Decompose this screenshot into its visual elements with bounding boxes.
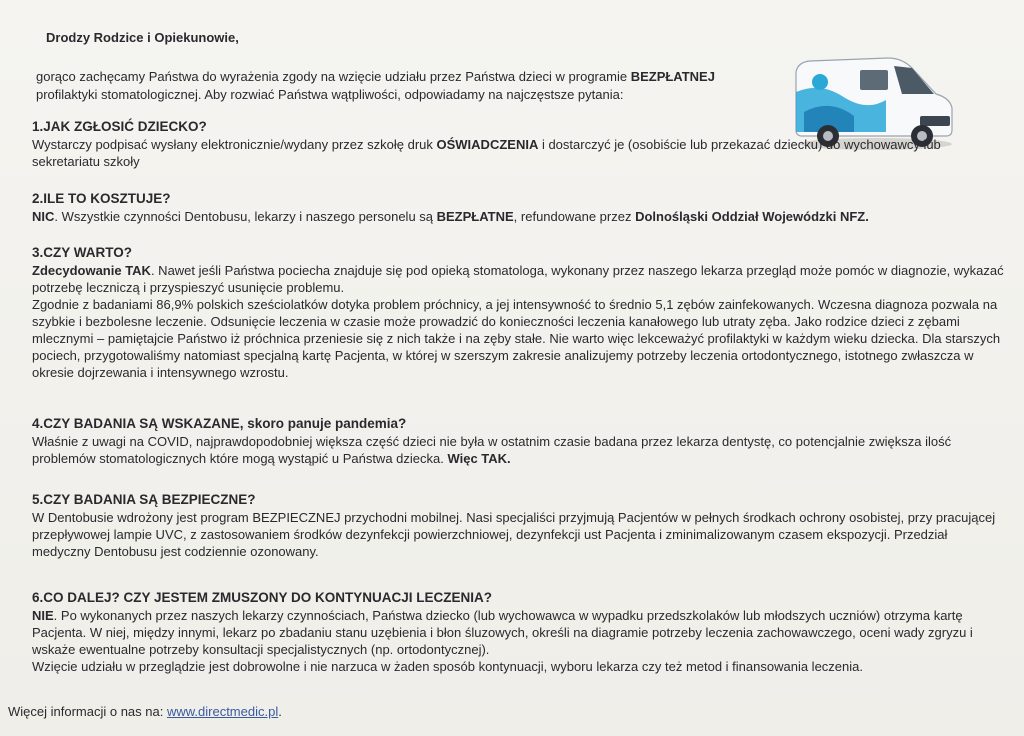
- greeting: Drodzy Rodzice i Opiekunowie,: [46, 30, 239, 45]
- section-2-body: [32, 208, 1007, 225]
- section-2-title: 2.ILE TO KOSZTUJE?: [32, 191, 171, 206]
- section-1-title: 1.JAK ZGŁOSIĆ DZIECKO?: [32, 119, 207, 134]
- s2-bold-3: Dolnośląski Oddział Wojewódzki NFZ.: [635, 209, 869, 224]
- footer: [8, 704, 282, 719]
- section-6-body-2: Wzięcie udziału w przeglądzie jest dobrowolne i nie narzuca w żaden sposób kontynuacji, wyboru lekarza czy też metod i finansowania leczenia.: [32, 659, 863, 674]
- section-6: [32, 589, 1007, 675]
- intro-paragraph: [36, 68, 776, 104]
- s3-bold: Zdecydowanie TAK: [32, 263, 151, 278]
- section-6-body-1: [32, 607, 1007, 658]
- s3-text-1: . Nawet jeśli Państwa pociecha znajduje się pod opieką stomatologa, wykonany przez naszego lekarza przegląd może pomóc w diagnozie, wykazać potrzebę leczniczą i przyspieszyć usunięcie problemu.: [32, 263, 1004, 295]
- s4-text: Właśnie z uwagi na COVID, najprawdopodobniej większa część dzieci nie była w ostatnim czasie badana przez lekarza dentystę, co potencjalnie zwiększa ilość problemów stomatologicznych które mogą wystąpić u Państwa dziecka.: [32, 434, 952, 466]
- section-3-body-1: [32, 262, 1007, 296]
- s1-text-1: Wystarczy podpisać wysłany elektronicznie/wydany przez szkołę druk: [32, 137, 437, 152]
- s1-text-2: i dostarczyć je (osobiście lub przekazać dziecku) do wychowawcy lub sekretariatu szkoły: [32, 137, 941, 169]
- section-5-title: 5.CZY BADANIA SĄ BEZPIECZNE?: [32, 492, 256, 507]
- website-link[interactable]: www.directmedic.pl: [166, 704, 279, 719]
- section-5-body: W Dentobusie wdrożony jest program BEZPIECZNEJ przychodni mobilnej. Nasi specjaliści przyjmują Pacjentów w pełnych środkach ochrony osobistej, przy pracującej przepływowej lampie UVC, z zastosowaniem środków dezynfekcji powierzchniowej, dezynfekcji ust Pacjenta i zminimalizowanym czasem ekspozycji. Przedział medyczny Dentobusu jest codziennie ozonowany.: [32, 510, 996, 559]
- s6-text-1: . Po wykonanych przez naszych lekarzy czynnościach, Państwa dziecko (lub wychowawca w wypadku przedszkolaków lub młodszych uczniów) otrzyma kartę Pacjenta. W niej, między innymi, lekarz po zbadaniu stanu uzębienia i błon śluzowych, określi na diagramie potrzeby leczenia zachowawczego, oceni wady zgryzu i wskaże ewentualne potrzeby konsultacji specjalistycznych (np. ortodontycznej).: [32, 608, 973, 657]
- section-4-title: 4.CZY BADANIA SĄ WSKAZANE, skoro panuje pandemia?: [32, 416, 407, 431]
- s6-bold: NIE: [32, 608, 54, 623]
- s2-bold-1: NIC: [32, 209, 55, 224]
- section-4: [32, 415, 1007, 467]
- section-3: [32, 244, 1007, 381]
- s2-text-2: , refundowane przez: [513, 209, 636, 224]
- s2-bold-2: BEZPŁATNE: [436, 209, 514, 224]
- section-1-body: [32, 136, 1007, 170]
- section-3-body-2: Zgodnie z badaniami 86,9% polskich sześciolatków dotyka problem próchnicy, a jej intensywność to średnio 5,1 zębów zainfekowanych. Wczesna diagnoza pozwala na szybkie i bezbolesne leczenie. Odsunięcie leczenia w czasie może prowadzić do konieczności leczenia kanałowego lub utraty zęba. Jako rodzice dzieci z zębami mlecznymi – pamiętajcie Państwo iż próchnica przeniesie się z nich także i na zęby stałe. Nie warto więc lekceważyć profilaktyki w każdym wieku dziecka. Dla starszych pociech, przygotowaliśmy natomiast specjalną kartę Pacjenta, w której w szerszym zakresie analizujemy potrzeby leczenia ortodontycznego, istotnego zwłaszcza w okresie dojrzewania i intensywnego wzrostu.: [32, 297, 1001, 380]
- section-5: [32, 491, 1007, 560]
- s4-bold: Więc TAK.: [447, 451, 511, 466]
- section-6-title: 6.CO DALEJ? CZY JESTEM ZMUSZONY DO KONTYNUACJI LECZENIA?: [32, 590, 493, 605]
- section-2: [32, 190, 1007, 225]
- intro-text-2: profilaktyki stomatologicznej. Aby rozwiać Państwa wątpliwości, odpowiadamy na najczęstsze pytania:: [36, 87, 624, 102]
- section-4-body: [32, 433, 1007, 467]
- intro-text-1: gorąco zachęcamy Państwa do wyrażenia zgody na wzięcie udziału przez Państwa dzieci w programie: [36, 69, 631, 84]
- footer-trail: .: [278, 704, 282, 719]
- section-1: [32, 118, 1007, 170]
- s2-text-1: . Wszystkie czynności Dentobusu, lekarzy i naszego personelu są: [54, 209, 437, 224]
- intro-bold: BEZPŁATNEJ: [630, 69, 715, 84]
- s1-bold: OŚWIADCZENIA: [436, 137, 539, 152]
- footer-text: Więcej informacji o nas na:: [8, 704, 167, 719]
- section-3-title: 3.CZY WARTO?: [32, 245, 133, 260]
